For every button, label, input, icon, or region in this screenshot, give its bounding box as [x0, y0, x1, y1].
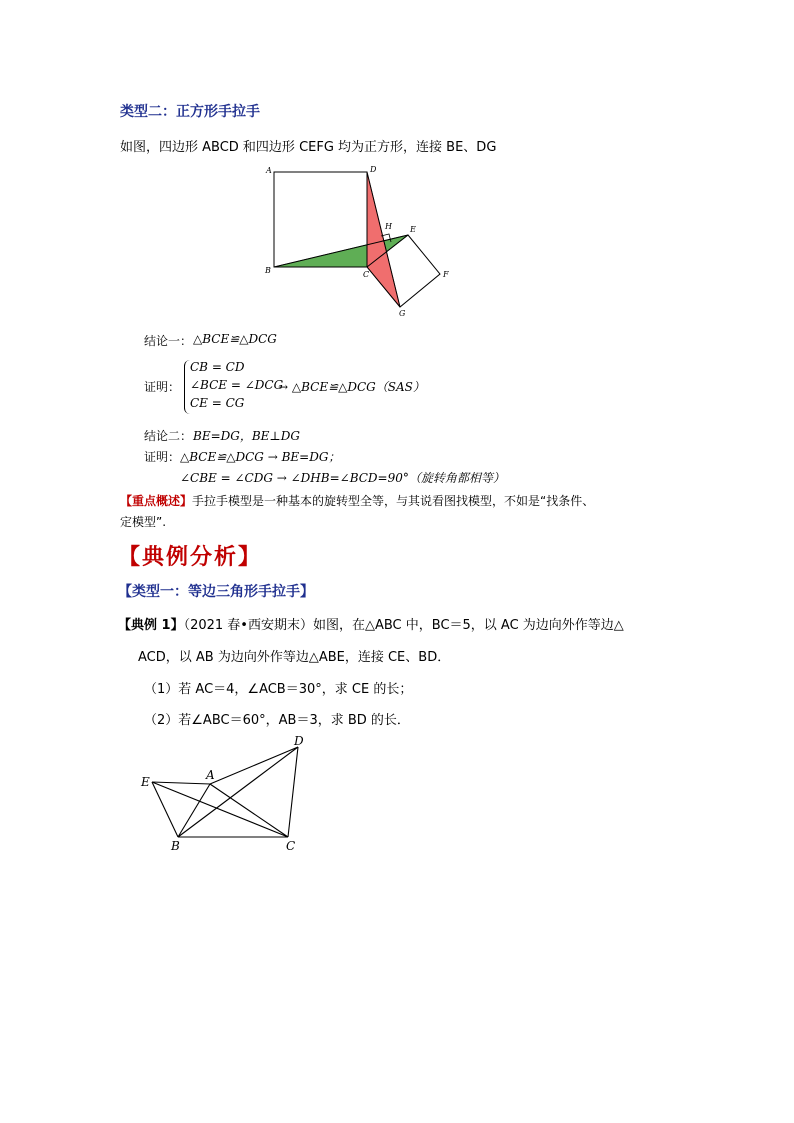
keypoint-tag: 【重点概述】	[120, 494, 193, 508]
keypoint-line-1	[120, 492, 594, 509]
proof2-line-2: ∠CBE = ∠CDG → ∠DHB=∠BCD=90°（旋转角都相等）	[180, 471, 505, 485]
conclusion1-label: 结论一：	[144, 334, 193, 348]
label-d2: D	[294, 734, 304, 748]
label-c2: C	[286, 839, 296, 853]
label-e: E	[410, 225, 416, 234]
label-g: G	[399, 309, 406, 318]
conclusion2-label: 结论二：	[144, 429, 193, 443]
keypoint-text-1: 手拉手模型是一种基本的旋转型全等，与其说看图找模型，不如是“找条件、	[192, 494, 595, 508]
label-e2: E	[141, 775, 150, 789]
label-a: A	[266, 166, 272, 175]
squares-figure	[260, 160, 460, 320]
conclusion2-text: BE=DG，BE⊥DG	[193, 429, 300, 443]
proof1-line-3: CE = CG	[190, 396, 245, 410]
label-h: H	[385, 222, 392, 231]
label-d: D	[370, 165, 377, 174]
section-title: 类型二：正方形手拉手	[120, 104, 260, 120]
intro-text: 如图，四边形 ABCD 和四边形 CEFG 均为正方形，连接 BE、DG	[120, 140, 497, 155]
example1-text-1: （2021 春•西安期末）如图，在△ABC 中，BC＝5，以 AC 为边向外作等边△	[183, 618, 624, 633]
example1-question-1: （1）若 AC＝4，∠ACB＝30°，求 CE 的长；	[144, 682, 413, 697]
label-a2: A	[206, 768, 215, 782]
proof1-line-2: ∠BCE = ∠DCG	[190, 378, 284, 392]
example1-line-1	[118, 614, 624, 633]
triangle-figure	[138, 732, 318, 857]
keypoint-text-2: 定模型”.	[120, 515, 167, 529]
example1-line-2: ACD，以 AB 为边向外作等边△ABE，连接 CE、BD．	[138, 650, 451, 665]
proof1-result: → △BCE≌△DCG（SAS）	[278, 380, 425, 394]
proof1-line-1: CB = CD	[190, 360, 245, 374]
conclusion1-text: △BCE≌△DCG	[193, 332, 277, 346]
proof1-label: 证明：	[144, 380, 181, 394]
type1-title: 【类型一：等边三角形手拉手】	[118, 584, 314, 600]
proof2-line-1: △BCE≌△DCG → BE=DG；	[180, 450, 341, 464]
example1-question-2: （2）若∠ABC＝60°，AB＝3，求 BD 的长．	[144, 713, 410, 728]
example1-tag: 【典例 1】	[118, 618, 184, 633]
label-f: F	[443, 270, 449, 279]
analysis-header: 【典例分析】	[118, 544, 263, 570]
label-b2: B	[171, 839, 180, 853]
proof2-label: 证明：	[144, 450, 181, 464]
label-c: C	[363, 270, 370, 279]
label-b: B	[265, 266, 271, 275]
